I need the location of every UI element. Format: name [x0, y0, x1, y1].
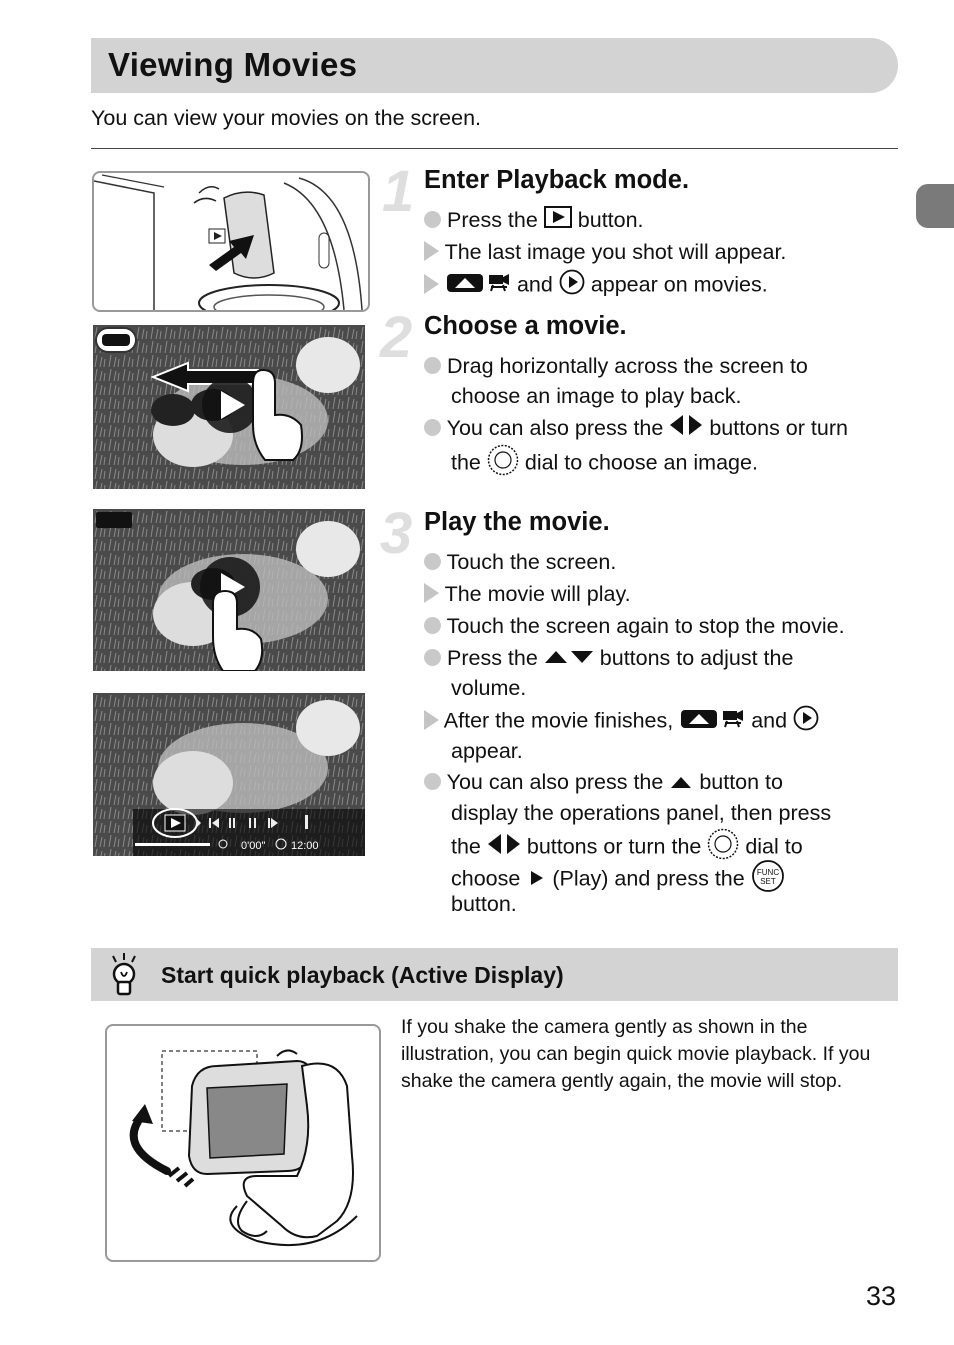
step-number-3: 3: [380, 501, 413, 566]
step-3-heading: Play the movie.: [424, 508, 610, 536]
movie-drag-photo: [93, 325, 365, 489]
up-triangle-icon: [669, 768, 693, 798]
step-1-heading: Enter Playback mode.: [424, 166, 690, 194]
step-3-line-8: You can also press the button to: [424, 767, 783, 798]
bullet: [424, 211, 441, 228]
play-circle-icon: [793, 705, 819, 739]
total-time: 12:00: [291, 840, 319, 852]
movie-control-panel-photo: [93, 693, 365, 856]
step-3-line-11: choose (Play) and press the FUNC SET: [451, 859, 785, 901]
bullet: [424, 773, 441, 790]
up-movie-icon: [679, 707, 745, 737]
divider: [91, 148, 898, 149]
result-arrow: [424, 241, 439, 261]
up-down-icon: [544, 644, 594, 674]
step-number-2: 2: [380, 305, 413, 370]
step-3-line-10: the buttons or turn the dial to: [451, 828, 803, 868]
intro-text: You can view your movies on the screen.: [91, 106, 482, 130]
step-3-line-3: Touch the screen again to stop the movie.: [424, 611, 845, 641]
svg-text:FUNC: FUNC: [756, 868, 779, 877]
step-1-line-2: The last image you shot will appear.: [424, 237, 786, 267]
tip-text: If you shake the camera gently as shown in the illustration, you can begin quick movie playback. If you shake the camera gently again, the movie will stop.: [401, 1016, 871, 1092]
step-2-line-4: the dial to choose an image.: [451, 444, 758, 484]
result-arrow: [424, 710, 439, 730]
tip-title: Start quick playback (Active Display): [161, 962, 564, 988]
play-circle-icon: [559, 269, 585, 303]
step-2-line-1: Drag horizontally across the screen to: [424, 351, 808, 381]
bullet: [424, 553, 441, 570]
step-1-line-1: Press the button.: [424, 205, 644, 236]
title-banner: [91, 38, 898, 93]
step-3-line-7: appear.: [451, 739, 523, 763]
camera-playback-button-illustration: [92, 171, 370, 312]
step-3-line-9: display the operations panel, then press: [451, 801, 832, 825]
tip-banner: [91, 948, 898, 1001]
bullet: [424, 419, 441, 436]
step-3-line-4: Press the buttons to adjust the: [424, 643, 793, 674]
svg-text:SET: SET: [759, 877, 776, 886]
result-arrow: [424, 274, 439, 294]
result-arrow: [424, 583, 439, 603]
play-triangle-icon: [526, 865, 546, 895]
step-3-line-2: The movie will play.: [424, 579, 631, 609]
shake-camera-illustration: [105, 1024, 381, 1262]
bullet: [424, 357, 441, 374]
chapter-tab: [916, 184, 954, 228]
bullet: [424, 617, 441, 634]
page-number: 33: [866, 1281, 897, 1311]
step-2-heading: Choose a movie.: [424, 312, 627, 340]
step-number-1: 1: [382, 159, 415, 224]
left-right-icon: [669, 414, 703, 444]
up-movie-icon: [445, 271, 511, 301]
func-set-button-icon: [751, 859, 785, 901]
step-2-line-3: You can also press the buttons or turn: [424, 413, 848, 444]
lightbulb-icon: [107, 952, 141, 1003]
step-3-line-6: After the movie finishes, and: [424, 705, 819, 739]
step-3-line-5: volume.: [451, 676, 527, 700]
movie-touch-photo: [93, 509, 365, 671]
page-title: Viewing Movies: [108, 46, 358, 83]
elapsed-time: 0'00": [241, 840, 266, 852]
playback-button-icon: [544, 206, 572, 236]
step-3-line-12: button.: [451, 892, 517, 916]
bullet: [424, 649, 441, 666]
step-1-line-3: and appear on movies.: [424, 269, 768, 303]
control-dial-icon: [487, 444, 519, 484]
step-2-line-2: choose an image to play back.: [451, 384, 742, 408]
step-3-line-1: Touch the screen.: [424, 547, 616, 577]
